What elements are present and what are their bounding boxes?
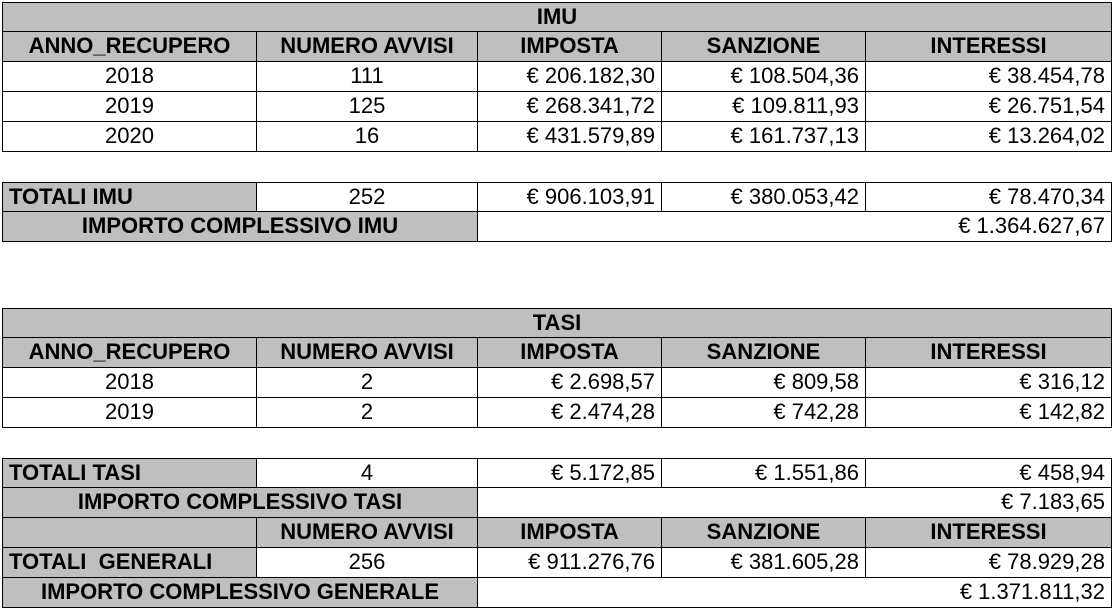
spacer [2,152,1112,182]
imu-totals-imposta[interactable]: € 906.103,91 [478,182,662,212]
spacer [2,428,1112,458]
imu-row-2018-imposta[interactable]: € 206.182,30 [478,62,662,92]
imu-totals-table [2,182,1112,242]
imu-totals-sanzione[interactable]: € 380.053,42 [662,182,866,212]
spreadsheet [2,2,1112,608]
generali-overall-value[interactable]: € 1.371.811,32 [478,578,1112,608]
tasi-totals-avvisi[interactable]: 4 [257,458,478,488]
imu-row-2019-imposta[interactable]: € 268.341,72 [478,92,662,122]
tasi-totals-label[interactable]: TOTALI TASI [2,458,257,488]
tasi-row-2018-imposta[interactable]: € 2.698,57 [478,368,662,398]
tasi-header-numero-avvisi[interactable]: NUMERO AVVISI [257,338,478,368]
generali-totals-sanzione[interactable]: € 381.605,28 [662,548,866,578]
imu-totals-label[interactable]: TOTALI IMU [2,182,257,212]
imu-row-2020-avvisi[interactable]: 16 [257,122,478,152]
imu-row-2020-imposta[interactable]: € 431.579,89 [478,122,662,152]
generali-totals-imposta[interactable]: € 911.276,76 [478,548,662,578]
tasi-header-anno[interactable]: ANNO_RECUPERO [2,338,257,368]
generali-overall-label[interactable]: IMPORTO COMPLESSIVO GENERALE [2,578,478,608]
spacer [2,242,1112,308]
imu-totals-interessi[interactable]: € 78.470,34 [866,182,1112,212]
imu-row-2019-interessi[interactable]: € 26.751,54 [866,92,1112,122]
imu-row-2018-sanzione[interactable]: € 108.504,36 [662,62,866,92]
imu-row-2020-anno[interactable]: 2020 [2,122,257,152]
tasi-row-2019-anno[interactable]: 2019 [2,398,257,428]
tasi-header-imposta[interactable]: IMPOSTA [478,338,662,368]
generali-header-blank[interactable] [2,518,257,548]
imu-row-2018-interessi[interactable]: € 38.454,78 [866,62,1112,92]
tasi-row-2018-interessi[interactable]: € 316,12 [866,368,1112,398]
tasi-row-2019-imposta[interactable]: € 2.474,28 [478,398,662,428]
imu-row-2018-avvisi[interactable]: 111 [257,62,478,92]
tasi-totals-interessi[interactable]: € 458,94 [866,458,1112,488]
imu-header-numero-avvisi[interactable]: NUMERO AVVISI [257,32,478,62]
generali-header-sanzione[interactable]: SANZIONE [662,518,866,548]
tasi-row-2019-sanzione[interactable]: € 742,28 [662,398,866,428]
tasi-totals-table [2,458,1112,608]
tasi-row-2019-interessi[interactable]: € 142,82 [866,398,1112,428]
tasi-row-2019-avvisi[interactable]: 2 [257,398,478,428]
generali-totals-avvisi[interactable]: 256 [257,548,478,578]
tasi-totals-imposta[interactable]: € 5.172,85 [478,458,662,488]
generali-header-numero-avvisi[interactable]: NUMERO AVVISI [257,518,478,548]
tasi-row-2018-sanzione[interactable]: € 809,58 [662,368,866,398]
tasi-header-sanzione[interactable]: SANZIONE [662,338,866,368]
tasi-totals-sanzione[interactable]: € 1.551,86 [662,458,866,488]
imu-header-anno[interactable]: ANNO_RECUPERO [2,32,257,62]
tasi-header-interessi[interactable]: INTERESSI [866,338,1112,368]
imu-row-2019-sanzione[interactable]: € 109.811,93 [662,92,866,122]
imu-row-2018-anno[interactable]: 2018 [2,62,257,92]
generali-header-imposta[interactable]: IMPOSTA [478,518,662,548]
imu-row-2019-avvisi[interactable]: 125 [257,92,478,122]
imu-title[interactable]: IMU [2,2,1112,32]
imu-row-2020-sanzione[interactable]: € 161.737,13 [662,122,866,152]
tasi-overall-value[interactable]: € 7.183,65 [478,488,1112,518]
imu-header-imposta[interactable]: IMPOSTA [478,32,662,62]
imu-totals-avvisi[interactable]: 252 [257,182,478,212]
imu-row-2020-interessi[interactable]: € 13.264,02 [866,122,1112,152]
imu-row-2019-anno[interactable]: 2019 [2,92,257,122]
imu-overall-value[interactable]: € 1.364.627,67 [478,212,1112,242]
tasi-row-2018-anno[interactable]: 2018 [2,368,257,398]
generali-totals-label[interactable]: TOTALI GENERALI [2,548,257,578]
tasi-row-2018-avvisi[interactable]: 2 [257,368,478,398]
tasi-title[interactable]: TASI [2,308,1112,338]
generali-header-interessi[interactable]: INTERESSI [866,518,1112,548]
imu-table [2,2,1112,152]
imu-header-interessi[interactable]: INTERESSI [866,32,1112,62]
imu-header-sanzione[interactable]: SANZIONE [662,32,866,62]
generali-totals-interessi[interactable]: € 78.929,28 [866,548,1112,578]
tasi-overall-label[interactable]: IMPORTO COMPLESSIVO TASI [2,488,478,518]
tasi-table [2,308,1112,428]
imu-overall-label[interactable]: IMPORTO COMPLESSIVO IMU [2,212,478,242]
